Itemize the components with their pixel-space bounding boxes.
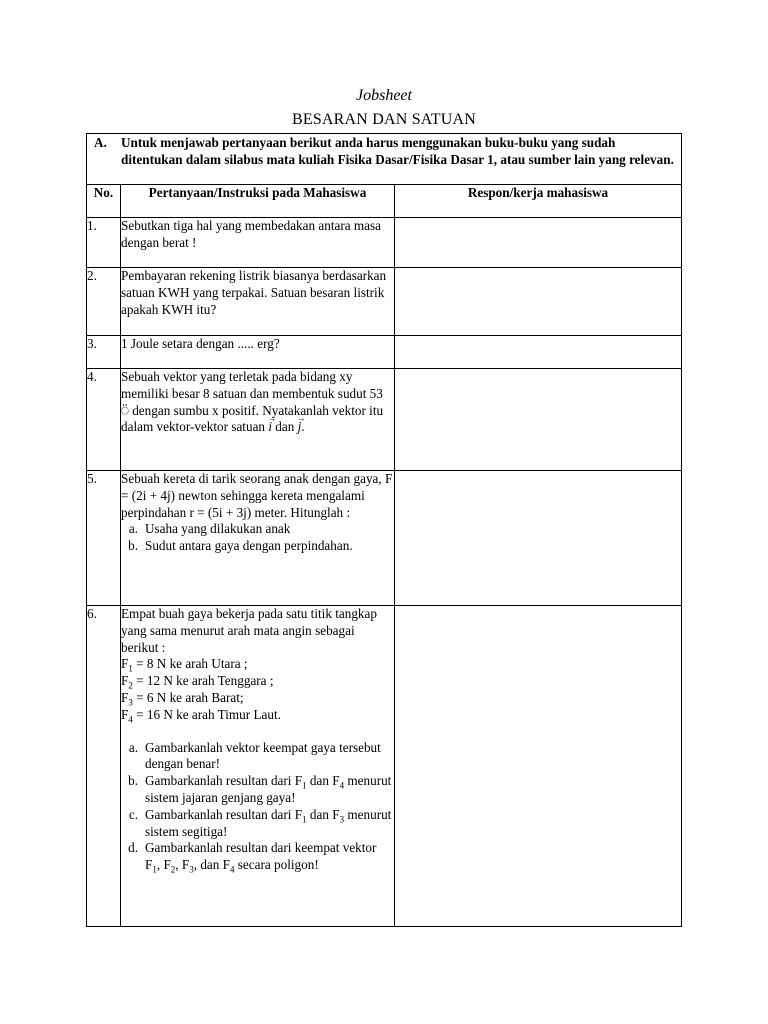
- row-number: 6.: [87, 606, 121, 927]
- column-header-no: No.: [87, 185, 121, 218]
- table-row: [87, 606, 682, 927]
- section-instruction-cell: [87, 134, 682, 185]
- unit-vector-j: → j: [298, 419, 302, 434]
- question-text: Sebuah vektor yang terletak pada bidang xy memiliki besar 8 satuan dan membentuk sudut 53 ⍥ dengan sumbu x positif. Nyatakanlah vektor itu dalam vektor-vektor satuan → i dan → j.: [121, 369, 395, 471]
- force-f1: $F_1 = 8$ N ke arah Utara ;: [121, 656, 248, 675]
- table-row: [87, 268, 682, 336]
- row-number: 1.: [87, 218, 121, 268]
- response-cell[interactable]: [395, 369, 682, 471]
- section-marker: A.: [94, 135, 107, 150]
- question-text: [121, 471, 395, 606]
- response-cell[interactable]: [395, 268, 682, 336]
- question-body: Empat buah gaya bekerja pada satu titik tangkap yang sama menurut arah mata angin sebagai berikut :: [121, 606, 377, 655]
- row-number: 4.: [87, 369, 121, 471]
- question-text: [121, 606, 395, 927]
- response-cell[interactable]: [395, 218, 682, 268]
- response-cell[interactable]: [395, 336, 682, 369]
- list-item: b. Sudut antara gaya dengan perpindahan.: [128, 538, 353, 554]
- row-number: 5.: [87, 471, 121, 606]
- section-instruction: Untuk menjawab pertanyaan berikut anda harus menggunakan buku-buku yang sudah ditentukan dalam silabus mata kuliah Fisika Dasar/Fisika Dasar 1, atau sumber lain yang relevan.: [121, 135, 674, 167]
- question-text: Sebutkan tiga hal yang membedakan antara masa dengan berat !: [121, 218, 395, 268]
- force-list: [121, 656, 394, 723]
- question-table: [86, 133, 682, 927]
- row-number: 2.: [87, 268, 121, 336]
- sub-question-list: [121, 521, 394, 555]
- response-cell[interactable]: [395, 606, 682, 927]
- list-item: a. Gambarkanlah vektor keempat gaya tersebut dengan benar!: [128, 739, 381, 772]
- question-text: 1 Joule setara dengan ..... erg?: [121, 336, 395, 369]
- list-item: a. Usaha yang dilakukan anak: [128, 521, 291, 537]
- table-row: [87, 369, 682, 471]
- list-item: b. Gambarkanlah resultan dari $F_1$ dan $F_4$ menurut sistem jajaran genjang gaya!: [128, 773, 392, 805]
- unit-vector-i: → i: [268, 419, 272, 434]
- column-header-response: Respon/kerja mahasiswa: [395, 185, 682, 218]
- list-item: d. Gambarkanlah resultan dari keempat vektor $F_1$, $F_2$, $F_3$, dan $F_4$ secara poligon!: [128, 840, 377, 875]
- column-header-question: Pertanyaan/Instruksi pada Mahasiswa: [121, 185, 395, 218]
- table-row: [87, 471, 682, 606]
- question-body: Sebuah kereta di tarik seorang anak dengan gaya, F = (2i + 4j) newton sehingga kereta mengalami perpindahan r = (5i + 3j) meter. Hitunglah :: [121, 471, 393, 520]
- response-cell[interactable]: [395, 471, 682, 606]
- question-text: Pembayaran rekening listrik biasanya berdasarkan satuan KWH yang terpakai. Satuan besaran listrik apakah KWH itu?: [121, 268, 395, 336]
- table-header-row: [87, 185, 682, 218]
- force-f3: $F_3 = 6$ N ke arah Barat;: [121, 689, 244, 708]
- document-subtitle: BESARAN DAN SATUAN: [291, 111, 477, 128]
- force-f4: $F_4 = 16$ N ke arah Timur Laut.: [121, 706, 281, 725]
- table-row: [87, 336, 682, 369]
- row-number: 3.: [87, 336, 121, 369]
- document-title: Jobsheet: [356, 87, 412, 104]
- sub-question-list: [121, 740, 394, 874]
- list-item: c. Gambarkanlah resultan dari $F_1$ dan $F_3$ menurut sistem segitiga!: [128, 806, 392, 839]
- table-row: [87, 218, 682, 268]
- force-f2: $F_2 = 12$ N ke arah Tenggara ;: [121, 673, 274, 691]
